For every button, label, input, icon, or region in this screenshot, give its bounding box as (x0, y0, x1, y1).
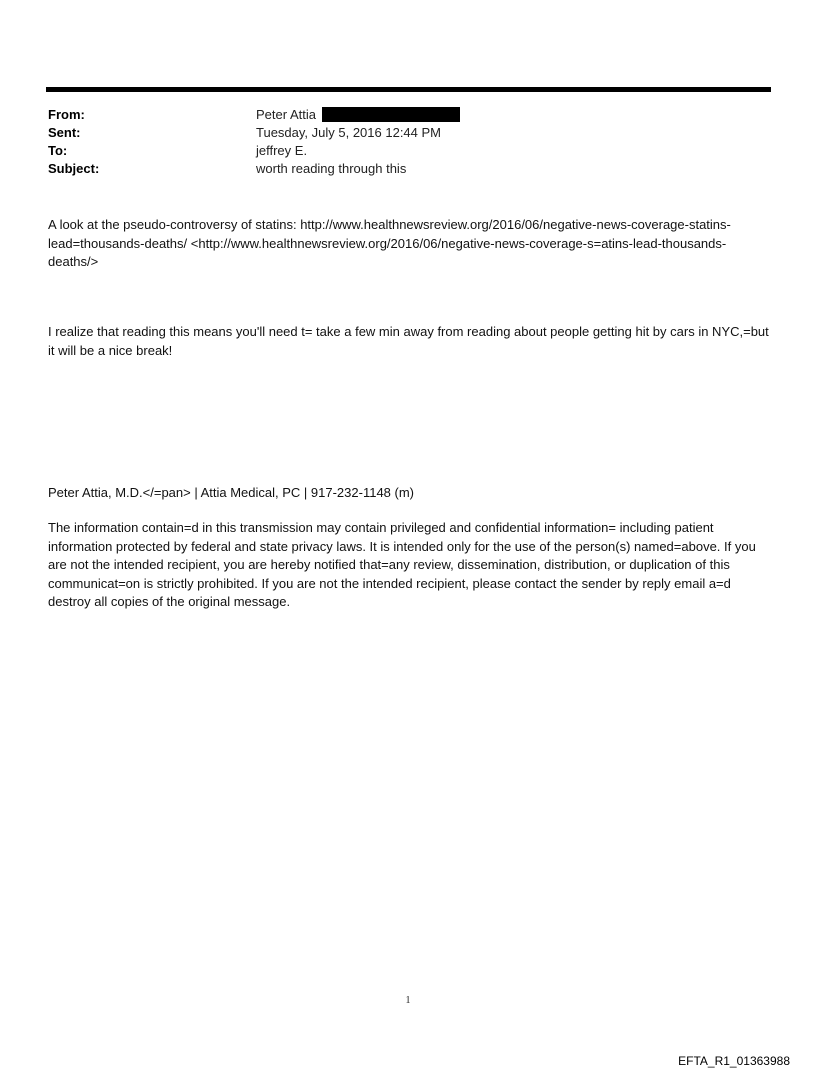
subject-value: worth reading through this (256, 161, 407, 176)
subject-row (48, 160, 768, 178)
to-label: To: (48, 143, 68, 158)
document-id: EFTA_R1_01363988 (678, 1054, 790, 1068)
email-header (48, 106, 768, 178)
page-number: 1 (405, 995, 411, 1006)
header-divider (46, 87, 771, 92)
to-row (48, 142, 768, 160)
email-signature: Peter Attia, M.D.</=pan> | Attia Medical, PC | 917-232-1148 (m) (48, 485, 414, 500)
redaction-box (322, 107, 460, 122)
body-paragraph-reading-note: I realize that reading this means you'll need t= take a few min away from reading about people getting hit by cars in NYC,=but it will be a nice break! (48, 324, 769, 358)
from-row (48, 106, 768, 124)
from-name: Peter Attia (256, 107, 316, 122)
sent-label: Sent: (48, 125, 81, 140)
from-label: From: (48, 107, 85, 122)
sent-value: Tuesday, July 5, 2016 12:44 PM (256, 125, 441, 140)
subject-label: Subject: (48, 161, 100, 176)
from-value (256, 106, 460, 124)
confidentiality-disclaimer: The information contain=d in this transmission may contain privileged and confidential information= including patient information protected by federal and state privacy laws. It is intended only for the use of the person(s) named=above. If you are not the intended recipient, you are hereby notified that=any review, dissemination, distribution, or duplication of this communicat=on is strictly prohibited. If you are not the intended recipient, please contact the sender by reply email a=d destroy all copies of the original message. (48, 520, 756, 609)
sent-row (48, 124, 768, 142)
body-paragraph-statins-link: A look at the pseudo-controversy of statins: http://www.healthnewsreview.org/2016/06/negative-news-coverage-statins-lead=thousands-deaths/ <http://www.healthnewsreview.org/2016/06/negative-news-coverage-s=atins-lead-thousands-deaths/> (48, 217, 731, 269)
to-value: jeffrey E. (256, 143, 308, 158)
